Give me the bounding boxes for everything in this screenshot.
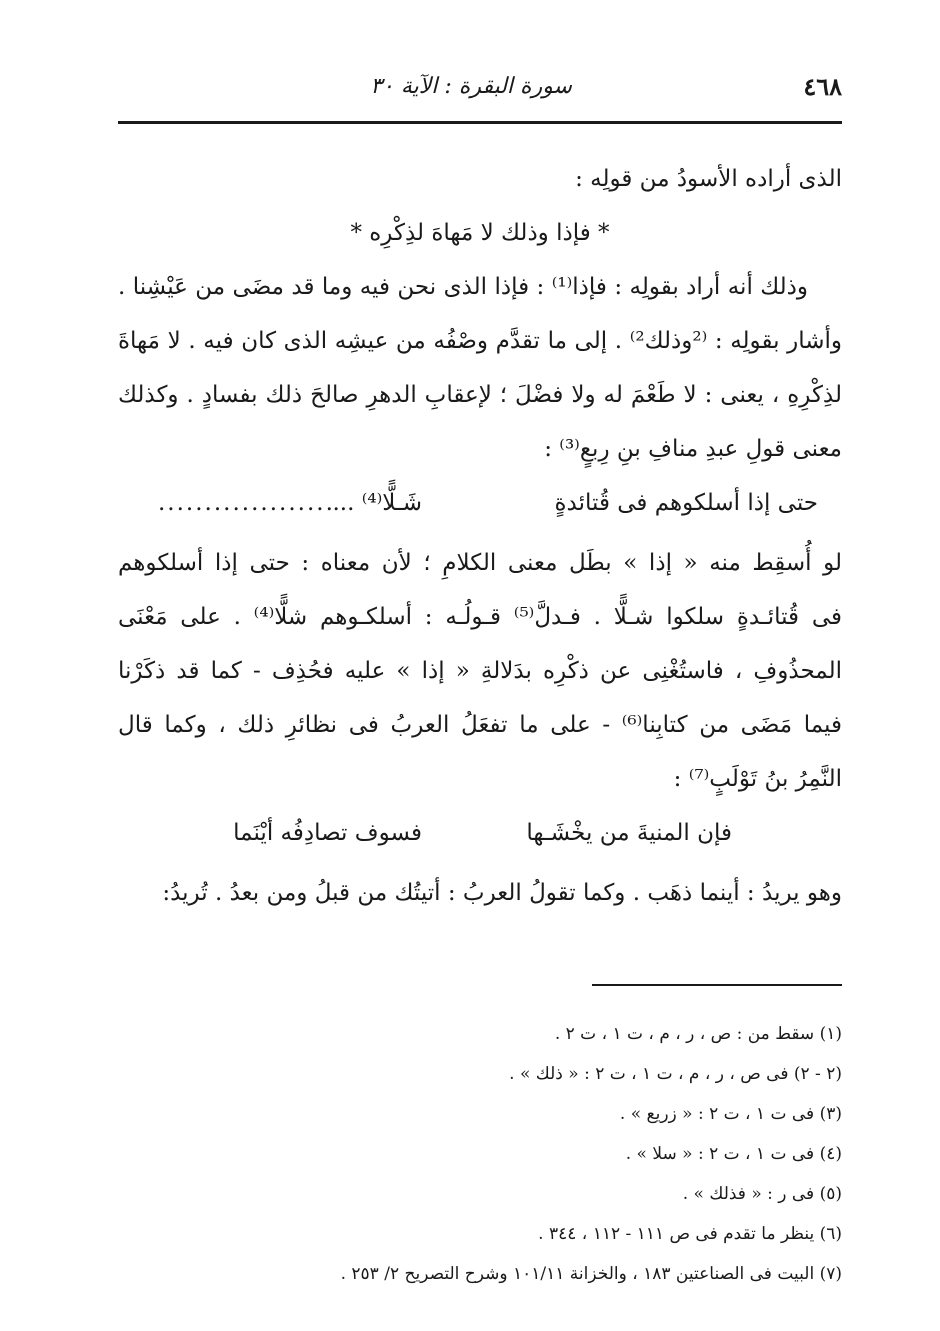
footnote: (٢ - ٢) فى ص ، ر ، م ، ت ١ ، ت ٢ : « ذلك » . (509, 1064, 842, 1084)
header-rule (118, 121, 842, 124)
text-line: لو أُسقِط منه « إذا » بطَل معنى الكلامِ ؛ لأن معناه : حتى إذا أسلكوهم (118, 550, 842, 576)
text-line: وأشار بقولِه : ⁽²وذلك²⁾ . إلى ما تقدَّم وصْفُه من عيشِه الذى كان فيه . لا مَهاةَ (118, 328, 842, 354)
text-line: وذلك أنه أراد بقولِه : فإذا⁽¹⁾ : فإذا الذى نحن فيه وما قد مضَى من عَيْشِنا . (118, 274, 808, 300)
footnote: (١) سقط من : ص ، ر ، م ، ت ١ ، ت ٢ . (554, 1024, 842, 1044)
verse-line (118, 476, 842, 536)
footnote: (٥) فى ر : « فذلك » . (682, 1184, 842, 1204)
body-text (118, 152, 842, 920)
footnote: (٧) البيت فى الصناعتين ١٨٣ ، والخزانة ١٠١/١١ وشرح التصريح ٢/ ٢٥٣ . (340, 1264, 842, 1284)
text-line: الذى أراده الأسودُ من قولِه : (575, 166, 842, 192)
footnote: (٦) ينظر ما تقدم فى ص ١١١ - ١١٢ ، ٣٤٤ . (538, 1224, 842, 1244)
text-line: معنى قولِ عبدِ منافِ بنِ رِبعٍ⁽³⁾ : (544, 436, 842, 462)
verse-second-hemistich: فسوف تصادِفُه أيْنَما (233, 820, 422, 846)
text-line: فيما مَضَى من كتابِنا⁽⁶⁾ - على ما تفعَلُ العربُ فى نظائرِ ذلك ، وكما قال (118, 712, 842, 738)
page-number: ٤٦٨ (803, 72, 842, 101)
verse-first-hemistich: فإن المنيةَ من يخْشَـها (526, 820, 732, 846)
text-line: فى قُتائـدةٍ سلكوا شـلًّا . فـدلَّ⁽⁵⁾ قـولُـه : أسلكـوهم شلًّا⁽⁴⁾ . على مَعْنَى (118, 604, 842, 630)
footnotes (200, 1014, 842, 1294)
text-line: النَّمِرُ بنُ تَوْلَبٍ⁽⁷⁾ : (673, 766, 842, 792)
footnote-rule (592, 984, 842, 986)
text-line: لذِكْرِهِ ، يعنى : لا طَعْمَ له ولا فضْلَ ؛ لإعقابِ الدهرِ صالحَ ذلك بفسادٍ . وكذلك (118, 382, 842, 408)
footnote: (٤) فى ت ١ ، ت ٢ : « سلا » . (625, 1144, 842, 1164)
verse-second-hemistich: شَـلًّا⁽⁴⁾ ... (332, 490, 422, 516)
footnote: (٣) فى ت ١ ، ت ٢ : « زريع » . (619, 1104, 842, 1124)
text-line: المحذُوفِ ، فاستُغْنِى عن ذكْرِه بدَلالةِ « إذا » عليه فحُذِف - كما قد ذكَرْنا (118, 658, 842, 684)
verse-first-hemistich: حتى إذا أسلكوهم فى قُتائدةٍ (554, 490, 818, 516)
text-line: وهو يريدُ : أينما ذهَب . وكما تقولُ العربُ : أتيتُك من قبلُ ومن بعدُ . تُريدُ: (162, 880, 842, 906)
quoted-hemistich: * فإذا وذلك لا مَهاهَ لذِكْرِه * (350, 220, 610, 246)
verse-line (118, 806, 842, 866)
page-header (118, 68, 842, 108)
verse-ellipsis: ................... (158, 490, 335, 516)
running-title: سورة البقرة : الآية ٣٠ (370, 74, 572, 99)
